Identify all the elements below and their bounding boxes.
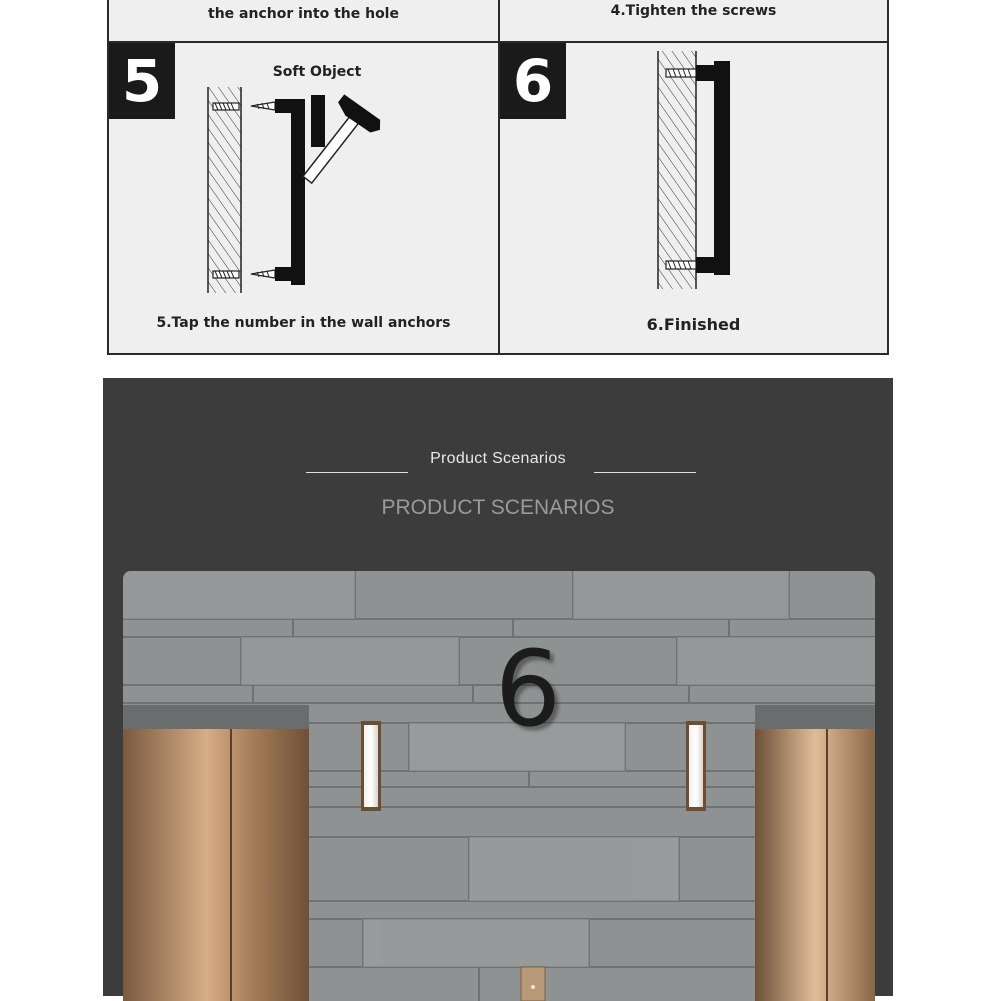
step-6-illustration xyxy=(500,43,889,355)
product-scenarios-section xyxy=(103,378,893,996)
step-5-number-badge: 5 xyxy=(109,43,175,119)
title-left-rule xyxy=(306,472,408,473)
installation-steps xyxy=(0,0,996,378)
step-6-caption: 6.Finished xyxy=(646,315,741,334)
scenario-photo xyxy=(123,571,875,1001)
step-6-number-badge: 6 xyxy=(500,43,566,119)
step-4-caption: 4.Tighten the screws xyxy=(610,3,777,19)
scenarios-title: Product Scenarios xyxy=(430,450,566,467)
step-5-panel xyxy=(107,41,500,355)
step-5-caption: 5.Tap the number in the wall anchors xyxy=(156,315,451,331)
step-4-panel xyxy=(498,0,889,44)
step-5-callout: Soft Object xyxy=(272,64,362,80)
step-3-panel xyxy=(107,0,500,44)
house-number-six: 6 xyxy=(494,628,562,750)
step-6-panel xyxy=(498,41,889,355)
step-3-caption: the anchor into the hole xyxy=(208,6,399,22)
scenarios-subtitle: PRODUCT SCENARIOS xyxy=(381,496,615,519)
title-right-rule xyxy=(594,472,696,473)
step-5-illustration xyxy=(109,43,500,355)
